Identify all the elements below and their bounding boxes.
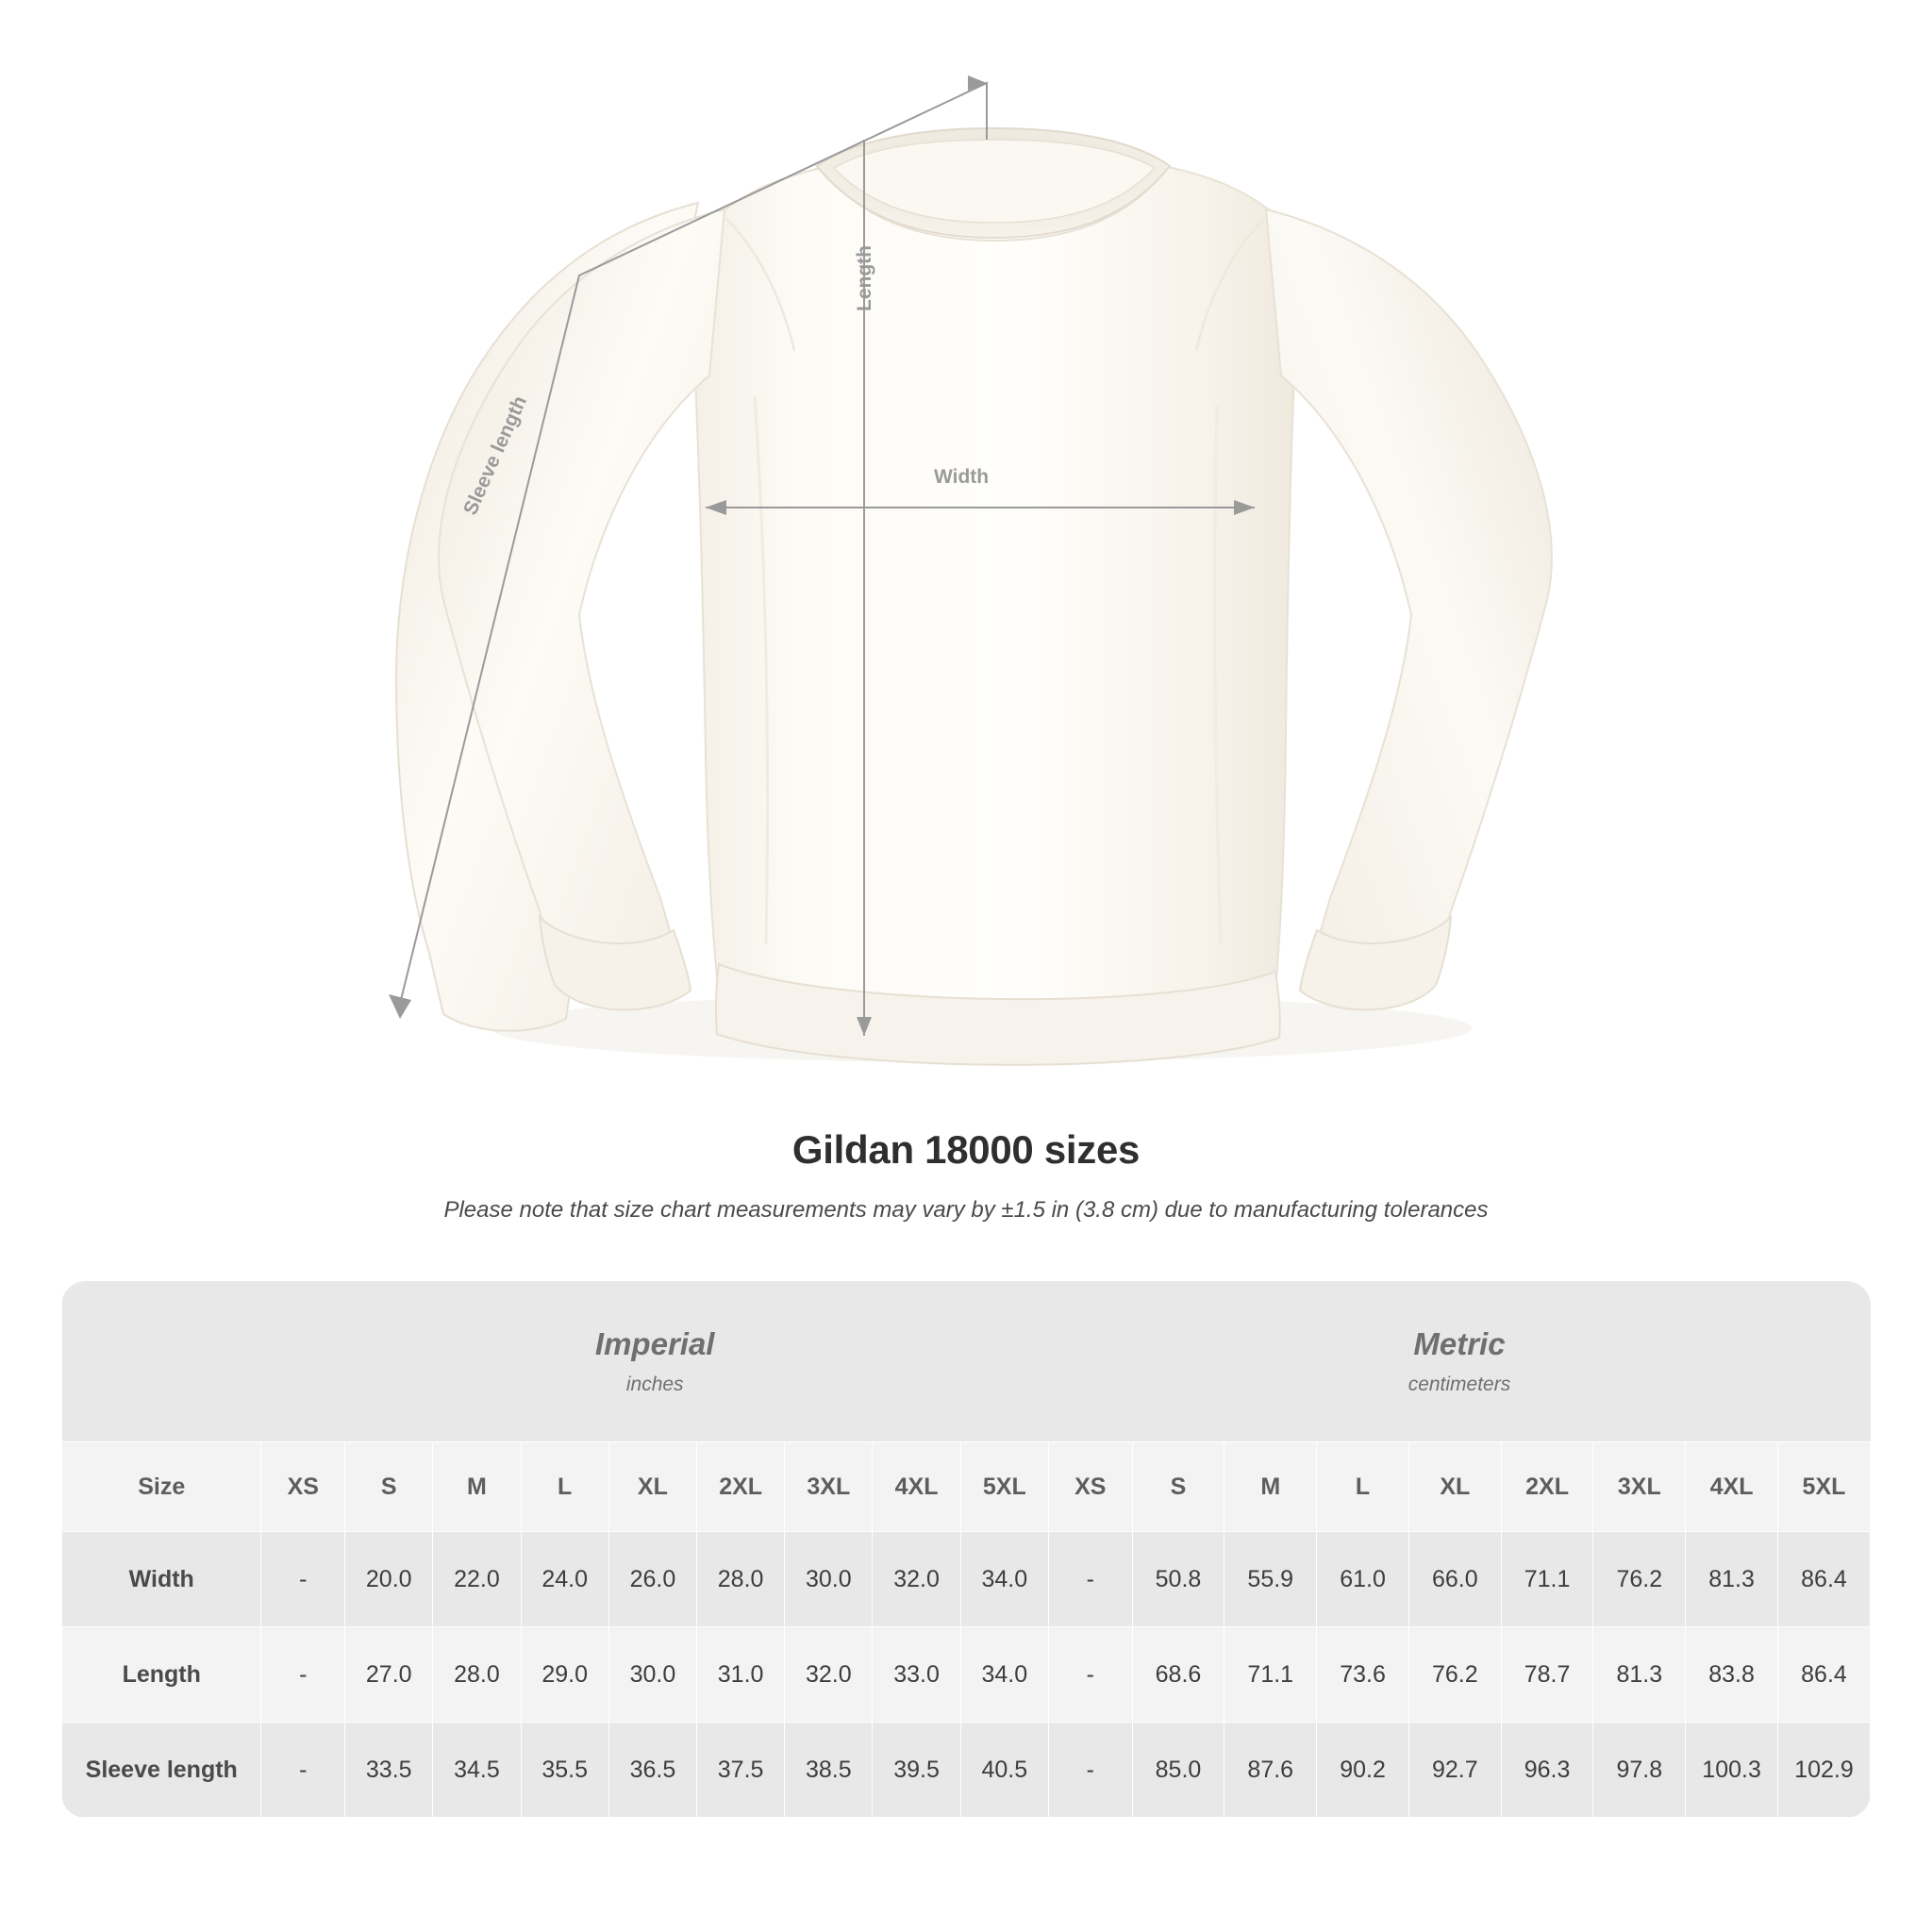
cell-sleeve-imperial-s: 33.5 [345,1723,433,1818]
unit-header-spacer [62,1281,261,1442]
cell-length-imperial-3xl: 32.0 [785,1627,873,1723]
cell-length-imperial-s: 27.0 [345,1627,433,1723]
row-label-length: Length [62,1627,261,1723]
size-header-label: Size [62,1442,261,1532]
cell-length-metric-l: 73.6 [1317,1627,1409,1723]
cell-sleeve-imperial-3xl: 38.5 [785,1723,873,1818]
unit-name-imperial: Imperial [594,1326,715,1361]
size-col-imperial-m: M [433,1442,521,1532]
cell-length-metric-s: 68.6 [1132,1627,1224,1723]
tolerance-note: Please note that size chart measurements may vary by ±1.5 in (3.8 cm) due to manufacturing tolerances [443,1197,1489,1223]
cell-width-imperial-3xl: 30.0 [785,1532,873,1627]
size-table [61,1281,1871,1818]
table-row [62,1532,1871,1627]
size-col-imperial-xl: XL [608,1442,696,1532]
cell-length-imperial-4xl: 33.0 [873,1627,960,1723]
cell-length-imperial-l: 29.0 [521,1627,608,1723]
cell-sleeve-metric-3xl: 97.8 [1593,1723,1686,1818]
cell-length-imperial-2xl: 31.0 [697,1627,785,1723]
unit-header-row [62,1281,1871,1442]
unit-sub-imperial: inches [625,1374,684,1395]
cell-length-imperial-m: 28.0 [433,1627,521,1723]
size-col-imperial-l: L [521,1442,608,1532]
cell-sleeve-metric-5xl: 102.9 [1777,1723,1870,1818]
size-col-imperial-4xl: 4XL [873,1442,960,1532]
cell-length-metric-4xl: 83.8 [1686,1627,1778,1723]
cell-width-metric-3xl: 76.2 [1593,1532,1686,1627]
cell-width-metric-m: 55.9 [1224,1532,1317,1627]
cell-sleeve-metric-xl: 92.7 [1408,1723,1501,1818]
page-title: Gildan 18000 sizes [791,1127,1141,1172]
cell-sleeve-metric-l: 90.2 [1317,1723,1409,1818]
cell-width-metric-2xl: 71.1 [1501,1532,1593,1627]
cell-width-imperial-4xl: 32.0 [873,1532,960,1627]
size-table-container [61,1281,1871,1818]
cell-sleeve-imperial-xs: - [261,1723,345,1818]
size-header-row [62,1442,1871,1532]
width-label: Width [934,466,990,488]
size-col-metric-s: S [1132,1442,1224,1532]
cell-length-metric-m: 71.1 [1224,1627,1317,1723]
cell-width-metric-s: 50.8 [1132,1532,1224,1627]
unit-name-metric: Metric [1413,1326,1506,1361]
cell-width-imperial-xs: - [261,1532,345,1627]
table-row [62,1723,1871,1818]
size-col-imperial-3xl: 3XL [785,1442,873,1532]
cell-width-imperial-s: 20.0 [345,1532,433,1627]
table-row [62,1627,1871,1723]
size-col-imperial-s: S [345,1442,433,1532]
cell-sleeve-imperial-xl: 36.5 [608,1723,696,1818]
size-col-imperial-5xl: 5XL [960,1442,1048,1532]
size-col-metric-5xl: 5XL [1777,1442,1870,1532]
cell-sleeve-metric-m: 87.6 [1224,1723,1317,1818]
row-label-sleeve-length: Sleeve length [62,1723,261,1818]
size-col-imperial-xs: XS [261,1442,345,1532]
cell-length-metric-xs: - [1048,1627,1132,1723]
cell-sleeve-imperial-5xl: 40.5 [960,1723,1048,1818]
length-label: Length [854,245,875,311]
size-col-metric-xs: XS [1048,1442,1132,1532]
size-col-metric-xl: XL [1408,1442,1501,1532]
heading-block [0,1127,1932,1224]
cell-width-imperial-l: 24.0 [521,1532,608,1627]
cell-sleeve-imperial-4xl: 39.5 [873,1723,960,1818]
cell-length-imperial-xs: - [261,1627,345,1723]
size-col-metric-4xl: 4XL [1686,1442,1778,1532]
unit-sub-metric: centimeters [1407,1374,1511,1395]
size-col-imperial-2xl: 2XL [697,1442,785,1532]
size-col-metric-2xl: 2XL [1501,1442,1593,1532]
cell-width-imperial-m: 22.0 [433,1532,521,1627]
cell-length-metric-xl: 76.2 [1408,1627,1501,1723]
cell-length-metric-3xl: 81.3 [1593,1627,1686,1723]
unit-header-imperial [261,1281,1048,1442]
cell-width-metric-xs: - [1048,1532,1132,1627]
size-col-metric-3xl: 3XL [1593,1442,1686,1532]
cell-width-imperial-5xl: 34.0 [960,1532,1048,1627]
cell-sleeve-imperial-2xl: 37.5 [697,1723,785,1818]
row-label-width: Width [62,1532,261,1627]
cell-sleeve-metric-s: 85.0 [1132,1723,1224,1818]
cell-sleeve-metric-4xl: 100.3 [1686,1723,1778,1818]
cell-sleeve-imperial-m: 34.5 [433,1723,521,1818]
unit-header-metric [1048,1281,1870,1442]
cell-length-metric-2xl: 78.7 [1501,1627,1593,1723]
cell-length-imperial-xl: 30.0 [608,1627,696,1723]
cell-width-metric-l: 61.0 [1317,1532,1409,1627]
cell-width-imperial-2xl: 28.0 [697,1532,785,1627]
size-col-metric-m: M [1224,1442,1317,1532]
cell-sleeve-metric-2xl: 96.3 [1501,1723,1593,1818]
sleeve-length-label: Sleeve length [459,392,532,519]
cell-width-imperial-xl: 26.0 [608,1532,696,1627]
cell-width-metric-4xl: 81.3 [1686,1532,1778,1627]
cell-length-imperial-5xl: 34.0 [960,1627,1048,1723]
cell-length-metric-5xl: 86.4 [1777,1627,1870,1723]
cell-width-metric-xl: 66.0 [1408,1532,1501,1627]
cell-sleeve-metric-xs: - [1048,1723,1132,1818]
cell-width-metric-5xl: 86.4 [1777,1532,1870,1627]
size-col-metric-l: L [1317,1442,1409,1532]
cell-sleeve-imperial-l: 35.5 [521,1723,608,1818]
